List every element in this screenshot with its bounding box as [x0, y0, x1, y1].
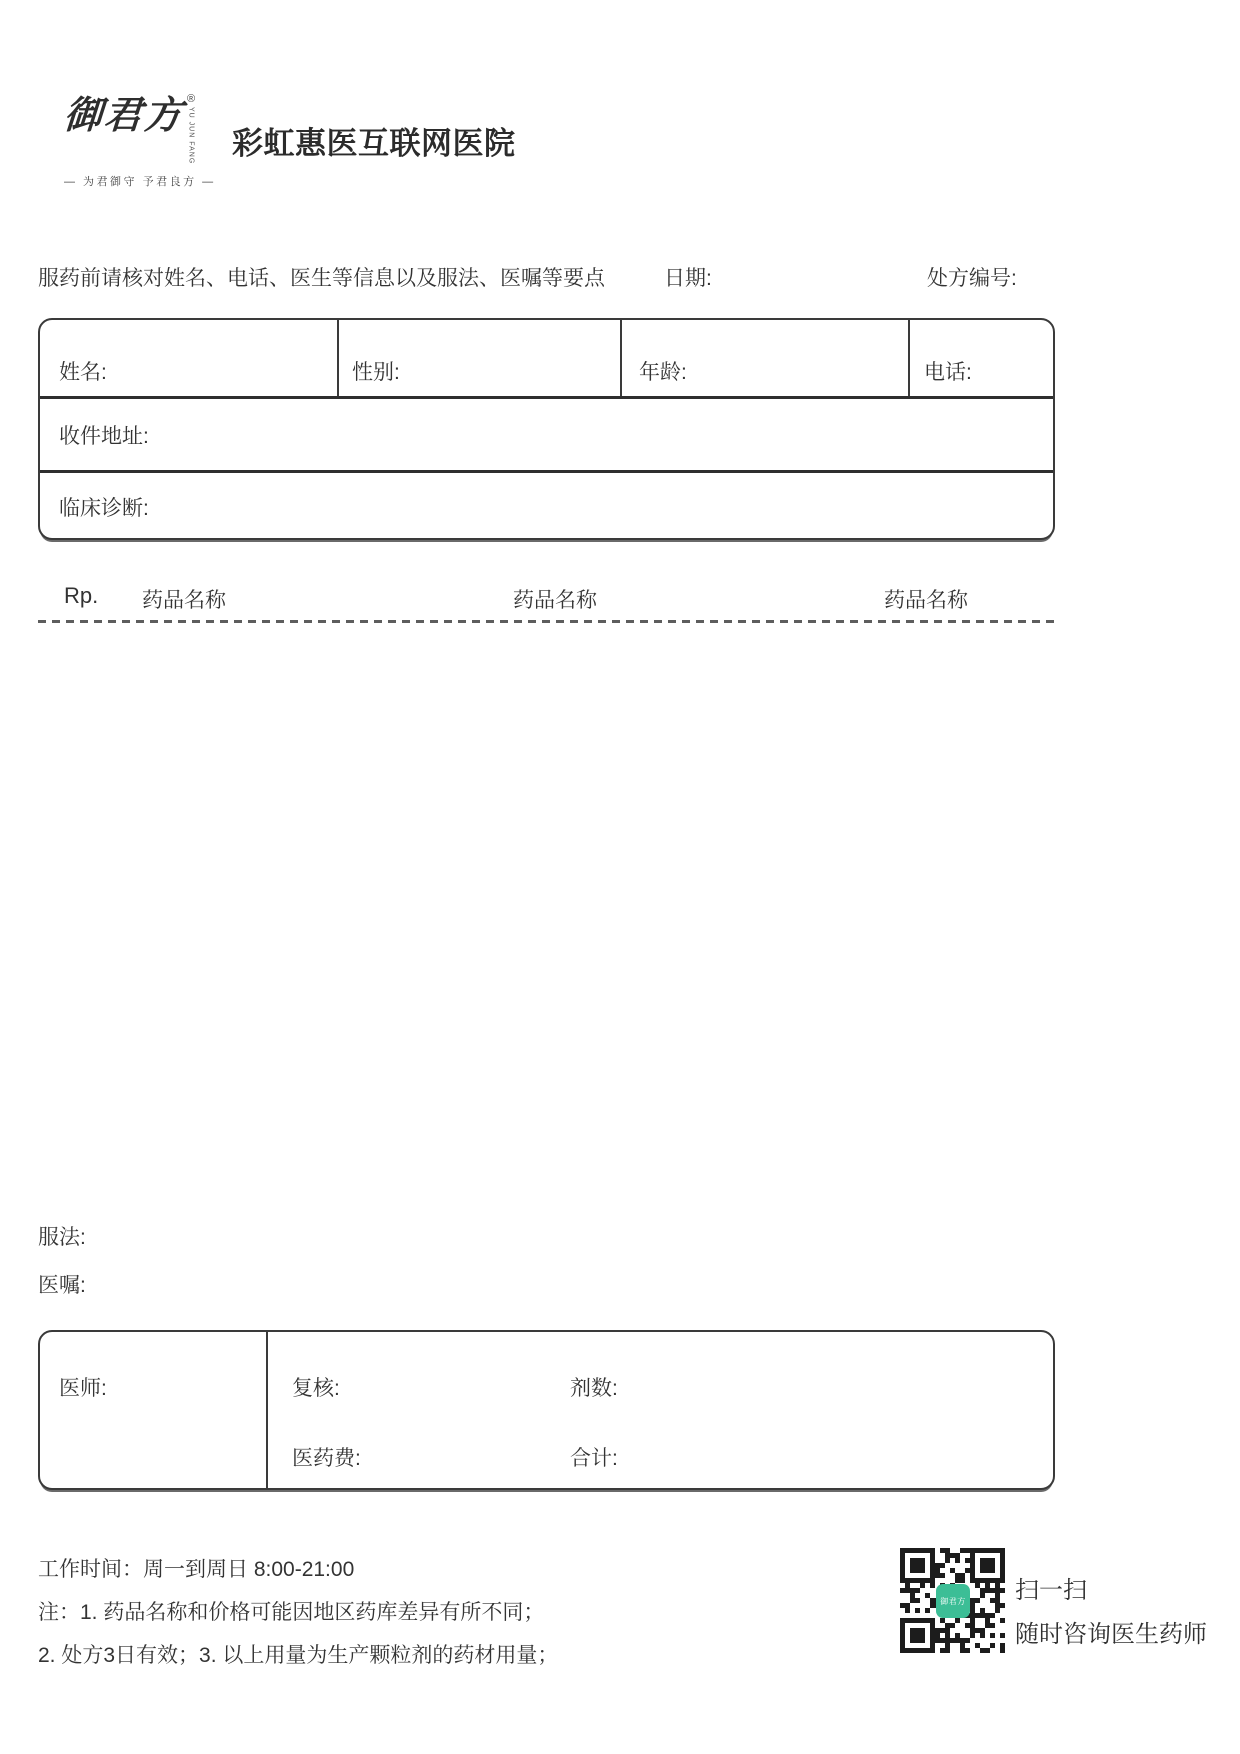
column-divider — [337, 320, 339, 396]
qr-center-badge: 御君方 — [936, 1584, 970, 1618]
medicine-fee-label: 医药费: — [292, 1447, 361, 1470]
brand-logo-pinyin: YU JUN FANG — [187, 107, 195, 165]
scan-title: 扫一扫 — [1015, 1577, 1087, 1604]
signoff-box — [38, 1330, 1055, 1490]
shipping-address-label: 收件地址: — [59, 425, 149, 448]
doses-label: 剂数: — [570, 1377, 618, 1400]
rp-label: Rp. — [64, 583, 99, 608]
row-divider — [40, 470, 1053, 473]
note-line-2: 2. 处方3日有效；3. 以上用量为生产颗粒剂的药材用量； — [38, 1644, 559, 1667]
column-divider — [266, 1332, 268, 1488]
clinical-diagnosis-label: 临床诊断: — [59, 497, 149, 520]
qr-code — [900, 1548, 1005, 1653]
check-reminder-text: 服药前请核对姓名、电话、医生等信息以及服法、医嘱等要点 — [38, 267, 605, 290]
patient-info-box — [38, 318, 1055, 540]
drug-name-column-header: 药品名称 — [513, 589, 597, 612]
date-label: 日期: — [664, 267, 712, 290]
usage-method-label: 服法: — [38, 1226, 86, 1249]
brand-logo-side — [187, 94, 195, 164]
brand-logo-text: 御君方 — [62, 92, 186, 137]
note-line-1: 注：1. 药品名称和价格可能因地区药库差异有所不同； — [38, 1601, 545, 1624]
doctor-label: 医师: — [59, 1377, 107, 1400]
scan-description: 随时咨询医生药师 — [1015, 1621, 1207, 1648]
trademark-symbol: ® — [187, 93, 196, 105]
doctor-advice-label: 医嘱: — [38, 1274, 86, 1297]
patient-age-label: 年龄: — [639, 361, 687, 384]
brand-logo — [64, 94, 216, 189]
column-divider — [908, 320, 910, 396]
hospital-title: 彩虹惠医互联网医院 — [232, 126, 516, 161]
rp-dashed-separator — [38, 620, 1055, 623]
reviewer-label: 复核: — [292, 1377, 340, 1400]
total-label: 合计: — [570, 1447, 618, 1470]
column-divider — [620, 320, 622, 396]
patient-gender-label: 性别: — [352, 361, 400, 384]
patient-phone-label: 电话: — [924, 361, 972, 384]
row-divider — [40, 396, 1053, 399]
drug-name-column-header: 药品名称 — [884, 589, 968, 612]
rx-number-label: 处方编号: — [927, 267, 1017, 290]
patient-name-label: 姓名: — [59, 361, 107, 384]
drug-name-column-header: 药品名称 — [142, 589, 226, 612]
brand-tagline: — 为君御守 予君良方 — — [64, 176, 216, 189]
work-hours-text: 工作时间：周一到周日 8:00-21:00 — [38, 1558, 355, 1581]
